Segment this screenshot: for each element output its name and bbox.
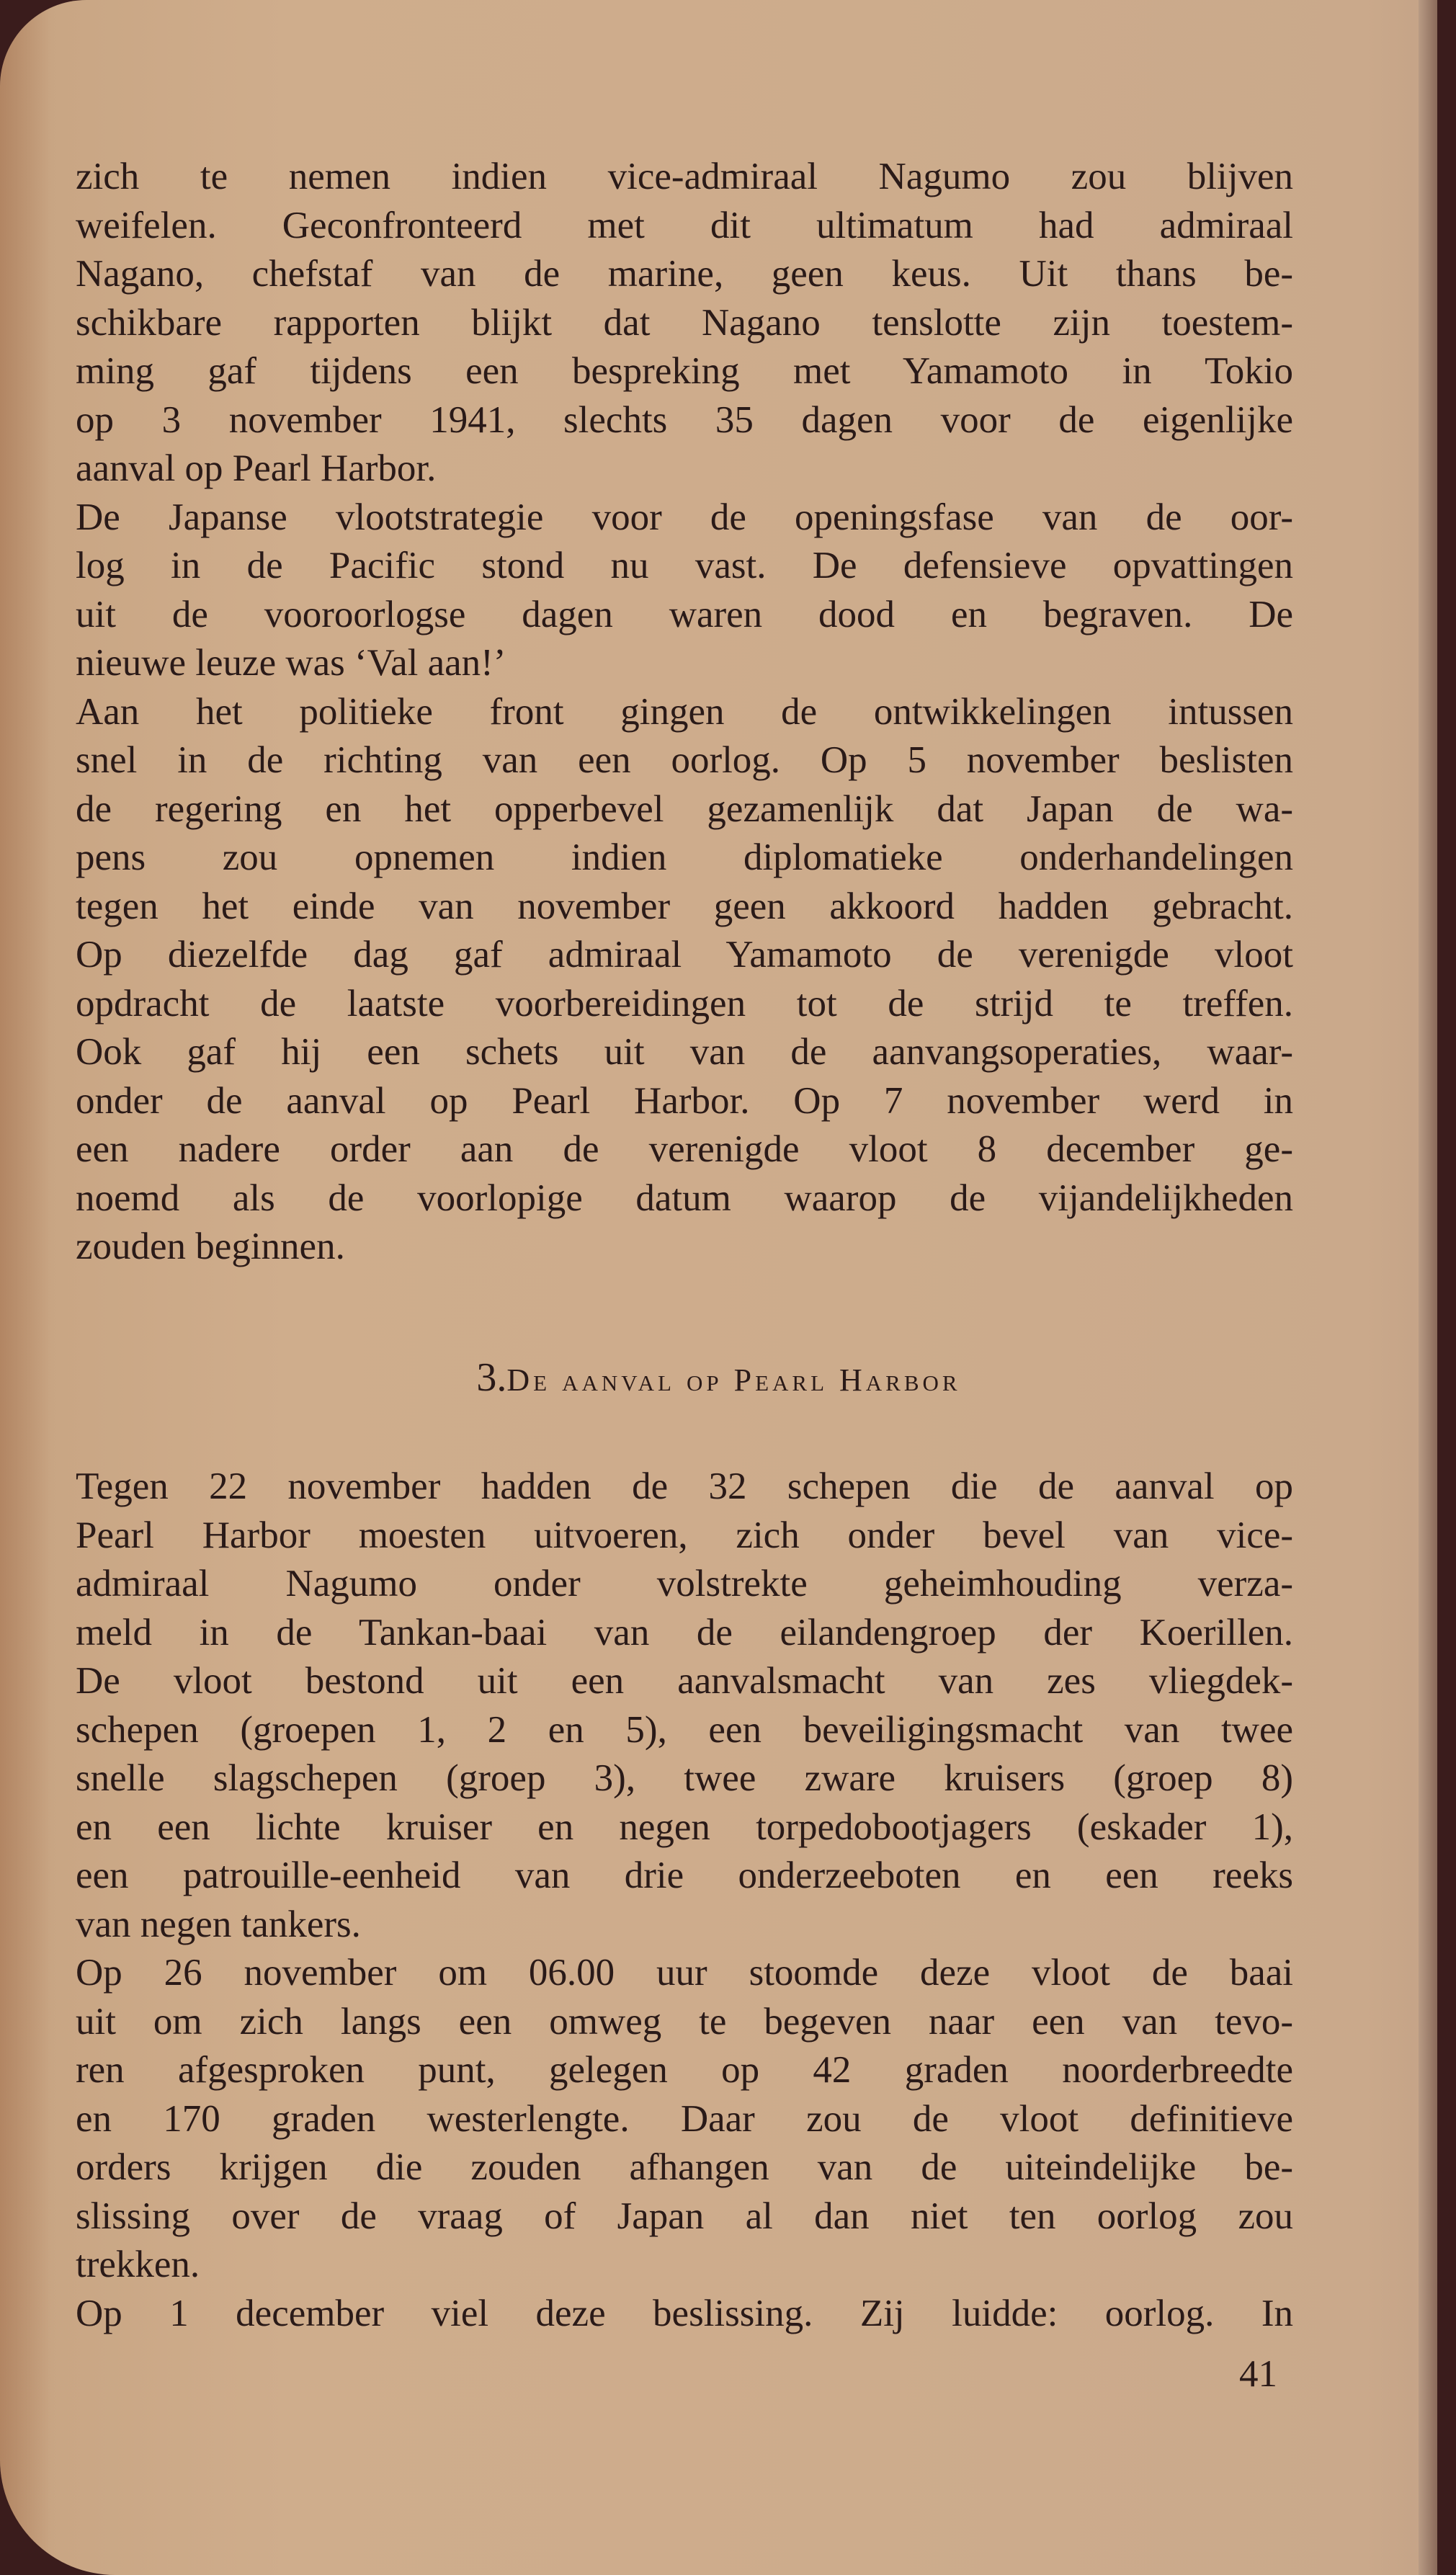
text-line: admiraal Nagumo onder volstrekte geheimhouding verza- <box>76 1563 1293 1605</box>
text-line: schikbare rapporten blijkt dat Nagano tenslotte zijn toestem- <box>76 301 1293 344</box>
text-line: Pearl Harbor moesten uitvoeren, zich onder bevel van vice- <box>76 1514 1293 1556</box>
text-line: nieuwe leuze was ‘Val aan!’ <box>76 642 506 684</box>
text-line: slissing over de vraag of Japan al dan niet ten oorlog zou <box>76 2195 1293 2237</box>
text-line: onder de aanval op Pearl Harbor. Op 7 november werd in <box>76 1079 1293 1122</box>
page-edge <box>1419 0 1437 2575</box>
text-line: Aan het politieke front gingen de ontwikkelingen intussen <box>76 690 1293 733</box>
section-heading <box>0 1355 1437 1401</box>
text-line: van negen tankers. <box>76 1903 361 1945</box>
text-line: Tegen 22 november hadden de 32 schepen die de aanval op <box>76 1465 1293 1507</box>
text-line: een nadere order aan de verenigde vloot 8 december ge- <box>76 1128 1293 1170</box>
text-line: op 3 november 1941, slechts 35 dagen voor de eigenlijke <box>76 398 1293 441</box>
text-line: log in de Pacific stond nu vast. De defensieve opvattingen <box>76 545 1293 586</box>
text-line: tegen het einde van november geen akkoord hadden gebracht. <box>76 885 1293 927</box>
text-line: De vloot bestond uit een aanvalsmacht van zes vliegdek- <box>76 1660 1293 1702</box>
text-line: zich te nemen indien vice-admiraal Nagumo zou blijven <box>76 156 1293 197</box>
section-title: De aanval op Pearl Harbor <box>506 1362 961 1398</box>
text-line: meld in de Tankan-baai van de eilandengroep der Koerillen. <box>76 1611 1293 1654</box>
text-line: De Japanse vlootstrategie voor de openingsfase van de oor- <box>76 496 1293 538</box>
text-line: uit de vooroorlogse dagen waren dood en begraven. De <box>76 593 1293 635</box>
section-number: 3. <box>476 1355 507 1400</box>
text-line: schepen (groepen 1, 2 en 5), een beveiligingsmacht van twee <box>76 1708 1293 1751</box>
page-number: 41 <box>1239 2353 1277 2395</box>
section-1-text <box>76 153 1293 1272</box>
text-line: weifelen. Geconfronteerd met dit ultimatum had admiraal <box>76 204 1293 246</box>
text-line: Nagano, chefstaf van de marine, geen keus. Uit thans be- <box>76 253 1293 295</box>
text-line: pens zou opnemen indien diplomatieke onderhandelingen <box>76 836 1293 878</box>
text-line: Ook gaf hij een schets uit van de aanvangsoperaties, waar- <box>76 1031 1293 1073</box>
text-line: Op diezelfde dag gaf admiraal Yamamoto de verenigde vloot <box>76 934 1293 976</box>
text-line: Op 1 december viel deze beslissing. Zij luidde: oorlog. In <box>76 2292 1293 2334</box>
text-line: snelle slagschepen (groep 3), twee zware kruisers (groep 8) <box>76 1757 1293 1799</box>
section-2-text <box>76 1463 1293 2338</box>
text-line: uit om zich langs een omweg te begeven naar een van tevo- <box>76 2000 1293 2043</box>
text-line: Op 26 november om 06.00 uur stoomde deze vloot de baai <box>76 1952 1293 1994</box>
text-line: en een lichte kruiser en negen torpedobootjagers (eskader 1), <box>76 1806 1293 1848</box>
text-line: aanval op Pearl Harbor. <box>76 447 437 489</box>
text-line: noemd als de voorlopige datum waarop de vijandelijkheden <box>76 1177 1293 1219</box>
text-line: een patrouille-eenheid van drie onderzeeboten en een reeks <box>76 1855 1293 1896</box>
text-line: snel in de richting van een oorlog. Op 5 november beslisten <box>76 739 1293 781</box>
text-line: ren afgesproken punt, gelegen op 42 graden noorderbreedte <box>76 2049 1293 2091</box>
text-line: orders krijgen die zouden afhangen van de uiteindelijke be- <box>76 2146 1293 2188</box>
text-line: opdracht de laatste voorbereidingen tot de strijd te treffen. <box>76 982 1293 1025</box>
text-line: en 170 graden westerlengte. Daar zou de vloot definitieve <box>76 2097 1293 2140</box>
text-line: trekken. <box>76 2244 200 2285</box>
text-line: ming gaf tijdens een bespreking met Yamamoto in Tokio <box>76 350 1293 392</box>
text-line: zouden beginnen. <box>76 1226 345 1267</box>
text-line: de regering en het opperbevel gezamenlijk dat Japan de wa- <box>76 787 1293 830</box>
